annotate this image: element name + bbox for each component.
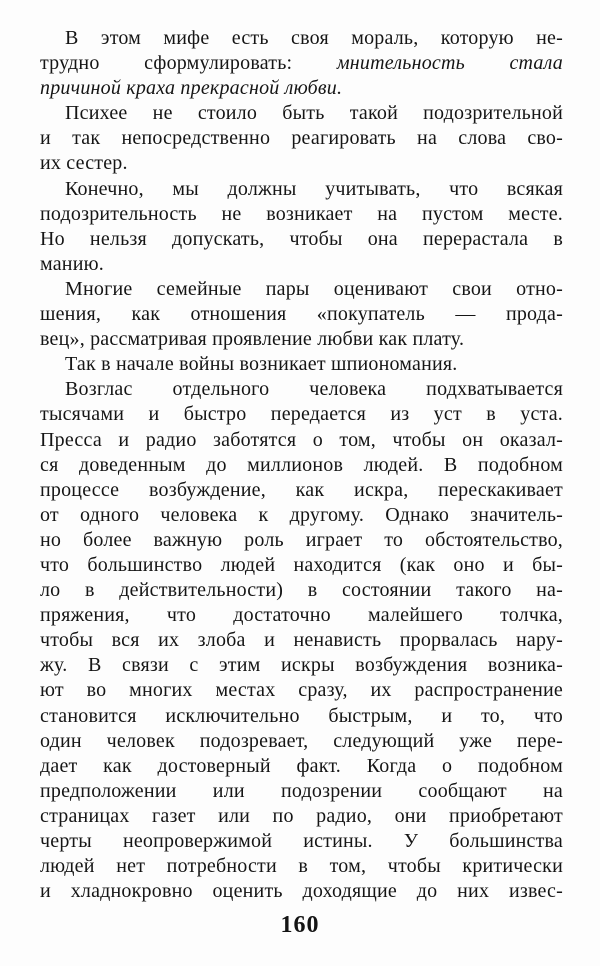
- text-segment: и хладнокровно оценить доходящие до них извес-: [40, 880, 563, 903]
- text-line: [40, 729, 563, 754]
- text-segment: Пресса и радио заботятся о том, чтобы он оказал-: [40, 428, 563, 451]
- text-line: [40, 478, 563, 503]
- text-segment: трудно сформулировать:: [40, 52, 337, 75]
- text-segment: и так непосредственно реагировать на слова сво-: [40, 127, 563, 150]
- text-line: [40, 151, 563, 176]
- text-line: [40, 26, 563, 51]
- text-segment: процессе возбуждение, как искра, перескакивает: [40, 478, 563, 501]
- text-segment: Многие семейные пары оценивают свои отно-: [65, 277, 563, 300]
- text-segment: подозрительность не возникает на пустом месте.: [40, 202, 563, 225]
- text-segment: людей нет потребности в том, чтобы критически: [40, 855, 563, 878]
- text-line: [40, 503, 563, 528]
- text-line: [40, 428, 563, 453]
- text-line: [40, 101, 563, 126]
- text-segment: что большинство людей находится (как оно и бы-: [40, 553, 563, 576]
- italic-text-segment: мнительность стала: [336, 52, 563, 75]
- text-line: [40, 327, 563, 352]
- paragraph: [40, 277, 563, 352]
- text-line: [40, 202, 563, 227]
- text-segment: тысячами и быстро передается из уст в уста.: [40, 403, 563, 426]
- text-segment: манию.: [40, 252, 104, 275]
- text-line: [40, 578, 563, 603]
- text-line: [40, 277, 563, 302]
- text-segment: чтобы вся их злоба и ненависть прорвалась нару-: [40, 629, 563, 652]
- text-segment: их сестер.: [40, 152, 128, 175]
- text-line: [40, 377, 563, 402]
- text-line: [40, 51, 563, 76]
- page-number: 160: [280, 912, 320, 938]
- text-segment: Возглас отдельного человека подхватывается: [65, 378, 563, 401]
- text-line: [40, 402, 563, 427]
- paragraph: [40, 352, 563, 377]
- text-line: [40, 854, 563, 879]
- text-segment: страницах газет или по радио, они приобретают: [40, 804, 563, 827]
- text-line: [40, 453, 563, 478]
- text-segment: жу. В связи с этим искры возбуждения возника-: [40, 654, 563, 677]
- text-segment: Так в начале войны возникает шпиономания.: [65, 353, 458, 376]
- text-line: [40, 704, 563, 729]
- text-segment: шения, как отношения «покупатель — прода-: [40, 303, 563, 326]
- text-line: [40, 227, 563, 252]
- text-segment: один человек подозревает, следующий уже пере-: [40, 729, 563, 752]
- paragraph: [40, 177, 563, 277]
- text-segment: пряжения, что достаточно малейшего толчка,: [40, 604, 563, 627]
- paragraph: [40, 377, 563, 904]
- text-line: [40, 76, 563, 101]
- text-line: [40, 653, 563, 678]
- text-line: [40, 302, 563, 327]
- text-block: [40, 26, 563, 904]
- text-line: [40, 352, 563, 377]
- text-segment: от одного человека к другому. Однако значитель-: [40, 503, 563, 526]
- text-line: [40, 879, 563, 904]
- italic-text-segment: причиной краха прекрасной любви.: [40, 77, 343, 100]
- text-segment: становится исключительно быстрым, и то, что: [40, 704, 563, 727]
- text-segment: вец», рассматривая проявление любви как плату.: [40, 328, 465, 351]
- text-segment: Конечно, мы должны учитывать, что всякая: [65, 177, 563, 200]
- text-line: [40, 678, 563, 703]
- text-line: [40, 804, 563, 829]
- text-segment: ся доведенным до миллионов людей. В подобном: [40, 453, 563, 476]
- text-line: [40, 628, 563, 653]
- text-line: [40, 553, 563, 578]
- text-line: [40, 528, 563, 553]
- text-segment: ют во многих местах сразу, их распространение: [40, 679, 563, 702]
- text-line: [40, 252, 563, 277]
- text-segment: ло в действительности) в состоянии такого на-: [40, 579, 563, 602]
- text-line: [40, 829, 563, 854]
- paragraph: [40, 26, 563, 101]
- text-line: [40, 603, 563, 628]
- text-segment: предположении или подозрении сообщают на: [40, 779, 563, 802]
- text-line: [40, 126, 563, 151]
- text-line: [40, 177, 563, 202]
- text-segment: Психее не стоило быть такой подозрительной: [65, 102, 563, 125]
- paragraph: [40, 101, 563, 176]
- text-segment: черты неопровержимой истины. У большинства: [40, 830, 563, 852]
- text-segment: дает как достоверный факт. Когда о подобном: [40, 754, 563, 777]
- text-line: [40, 754, 563, 779]
- text-segment: Но нельзя допускать, чтобы она перерастала в: [40, 227, 563, 250]
- text-segment: В этом мифе есть своя мораль, которую не-: [65, 27, 563, 49]
- text-line: [40, 779, 563, 804]
- text-segment: но более важную роль играет то обстоятельство,: [40, 528, 563, 551]
